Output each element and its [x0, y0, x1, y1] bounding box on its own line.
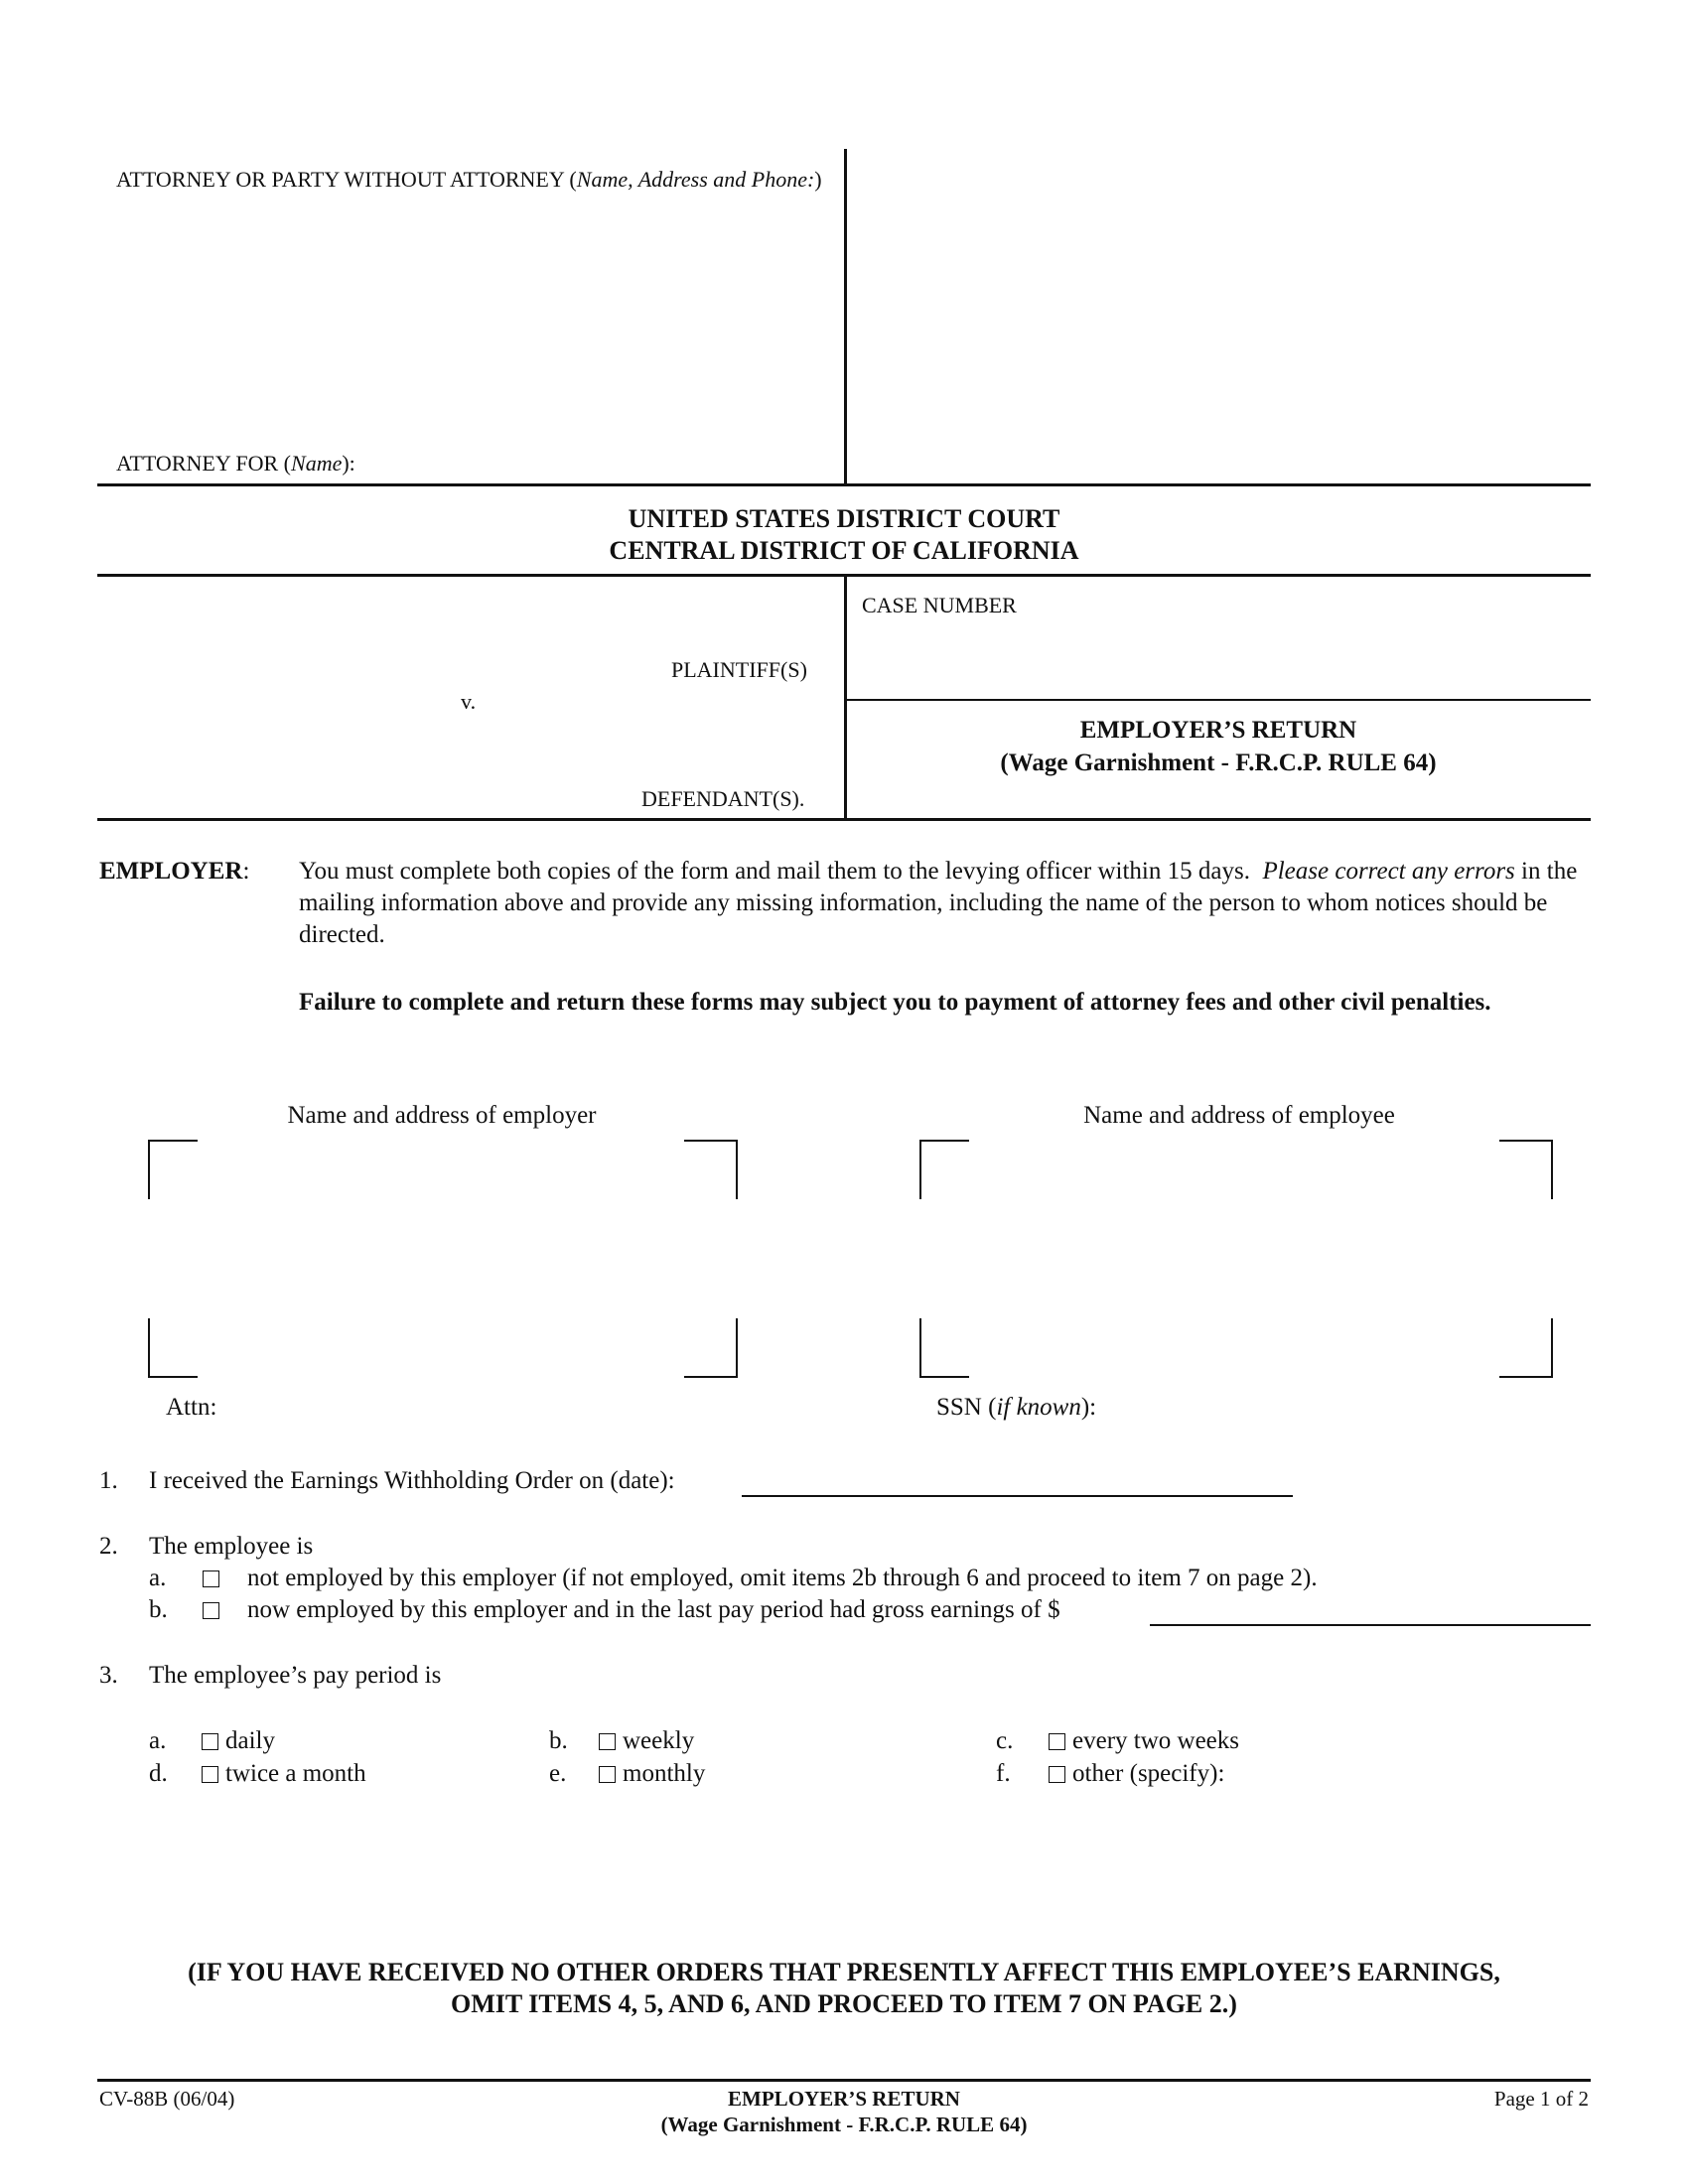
employee-box-corner-tl: [919, 1140, 969, 1199]
employee-box-corner-br: [1499, 1318, 1553, 1378]
item-1-text: I received the Earnings Withholding Order on (date):: [149, 1467, 675, 1494]
item-2-text: The employee is: [149, 1533, 314, 1560]
attorney-for-italic: Name: [291, 451, 343, 476]
court-name: UNITED STATES DISTRICT COURT: [628, 504, 1060, 533]
omit-items-notice-line-2: OMIT ITEMS 4, 5, AND 6, AND PROCEED TO ITEM 7 ON PAGE 2.): [451, 1989, 1237, 2018]
item-2a-text: not employed by this employer (if not employed, omit items 2b through 6 and proceed to item 7 on page 2).: [247, 1565, 1318, 1591]
ssn-label: [936, 1394, 1096, 1422]
pay-period-label: weekly: [623, 1727, 695, 1754]
not-employed-checkbox[interactable]: [203, 1570, 219, 1587]
gross-earnings-field[interactable]: [1150, 1624, 1591, 1626]
case-number-rule: [846, 699, 1591, 701]
versus-label: v.: [461, 689, 477, 714]
employer-box-corner-bl: [148, 1318, 198, 1378]
pay-period-label: every two weeks: [1072, 1727, 1239, 1754]
attorney-label-text: ATTORNEY OR PARTY WITHOUT ATTORNEY (: [116, 167, 577, 192]
failure-warning: Failure to complete and return these forms may subject you to payment of attorney fees and other civil penalties.: [299, 989, 1491, 1016]
pay-period-letter: d.: [149, 1760, 168, 1787]
pay-period-letter: a.: [149, 1727, 167, 1754]
instruction-italic-b: errors: [1454, 858, 1515, 885]
now-employed-checkbox[interactable]: [203, 1602, 219, 1619]
employee-box-corner-bl: [919, 1318, 969, 1378]
monthly-checkbox[interactable]: [599, 1766, 616, 1783]
attorney-label-end: ): [814, 167, 822, 192]
header-divider: [844, 149, 847, 486]
pay-period-label: other (specify):: [1072, 1760, 1225, 1787]
form-code: CV-88B (06/04): [99, 2087, 235, 2111]
every-two-weeks-checkbox[interactable]: [1049, 1733, 1065, 1750]
attorney-label-italic: Name, Address and Phone:: [576, 167, 815, 192]
item-2-number: 2.: [99, 1533, 118, 1560]
pay-period-label: daily: [225, 1727, 275, 1754]
pay-period-label: monthly: [623, 1760, 706, 1787]
header-bottom-rule: [97, 483, 1591, 486]
item-1-number: 1.: [99, 1467, 118, 1494]
footer-subtitle: (Wage Garnishment - F.R.C.P. RULE 64): [660, 2113, 1028, 2136]
daily-checkbox[interactable]: [202, 1733, 218, 1750]
employer-label-text: EMPLOYER: [99, 858, 243, 885]
defendant-label: DEFENDANT(S).: [641, 786, 805, 811]
caption-divider: [844, 576, 847, 820]
case-number-label: CASE NUMBER: [862, 593, 1017, 617]
attn-label: Attn:: [166, 1394, 217, 1421]
pay-period-letter: f.: [996, 1760, 1011, 1787]
caption-bottom-rule: [97, 818, 1591, 821]
employer-box-corner-br: [684, 1318, 738, 1378]
employer-instruction-label: [99, 858, 249, 886]
ssn-label-text: SSN (: [936, 1394, 997, 1421]
pay-period-letter: c.: [996, 1727, 1014, 1754]
twice-a-month-checkbox[interactable]: [202, 1766, 218, 1783]
instruction-italic-a: Please correct any: [1262, 858, 1448, 885]
attorney-for-text: ATTORNEY FOR (: [116, 451, 292, 476]
employer-instruction-text: [299, 856, 1600, 951]
attorney-label: [116, 167, 822, 193]
employee-address-label: Name and address of employee: [1083, 1102, 1395, 1129]
court-district: CENTRAL DISTRICT OF CALIFORNIA: [609, 536, 1079, 565]
instruction-text-1: You must complete both copies of the form and mail them to the levying officer within 15 days.: [299, 858, 1250, 885]
ssn-label-end: ):: [1080, 1394, 1097, 1421]
attorney-for-end: ):: [342, 451, 355, 476]
plaintiff-label: PLAINTIFF(S): [671, 657, 807, 682]
form-title: EMPLOYER’S RETURN: [1079, 717, 1357, 744]
other-checkbox[interactable]: [1049, 1766, 1065, 1783]
item-3-number: 3.: [99, 1662, 118, 1689]
form-subtitle: (Wage Garnishment - F.R.C.P. RULE 64): [1000, 750, 1437, 776]
item-2a-letter: a.: [149, 1565, 167, 1591]
employer-box-corner-tr: [684, 1140, 738, 1199]
item-2b-text: now employed by this employer and in the last pay period had gross earnings of $: [247, 1596, 1060, 1623]
weekly-checkbox[interactable]: [599, 1733, 616, 1750]
employee-box-corner-tr: [1499, 1140, 1553, 1199]
instruction-text-2: in the mailing information above and provide any missing information, including the name of the person to whom notices should be directed.: [299, 858, 1578, 948]
attorney-for-label: [116, 451, 355, 477]
employer-label-colon: :: [242, 858, 250, 885]
pay-period-letter: b.: [549, 1727, 568, 1754]
page-number: Page 1 of 2: [1493, 2087, 1589, 2111]
item-3-text: The employee’s pay period is: [149, 1662, 442, 1689]
employer-box-corner-tl: [148, 1140, 198, 1199]
footer-title: EMPLOYER’S RETURN: [728, 2087, 960, 2111]
employer-address-label: Name and address of employer: [287, 1102, 597, 1129]
omit-items-notice-line-1: (IF YOU HAVE RECEIVED NO OTHER ORDERS THAT PRESENTLY AFFECT THIS EMPLOYEE’S EARNINGS,: [188, 1958, 1500, 1986]
footer-rule: [97, 2079, 1591, 2082]
pay-period-label: twice a month: [225, 1760, 366, 1787]
item-2b-letter: b.: [149, 1596, 168, 1623]
ssn-label-italic: if known: [996, 1394, 1081, 1421]
pay-period-letter: e.: [549, 1760, 567, 1787]
order-date-field[interactable]: [742, 1495, 1293, 1497]
